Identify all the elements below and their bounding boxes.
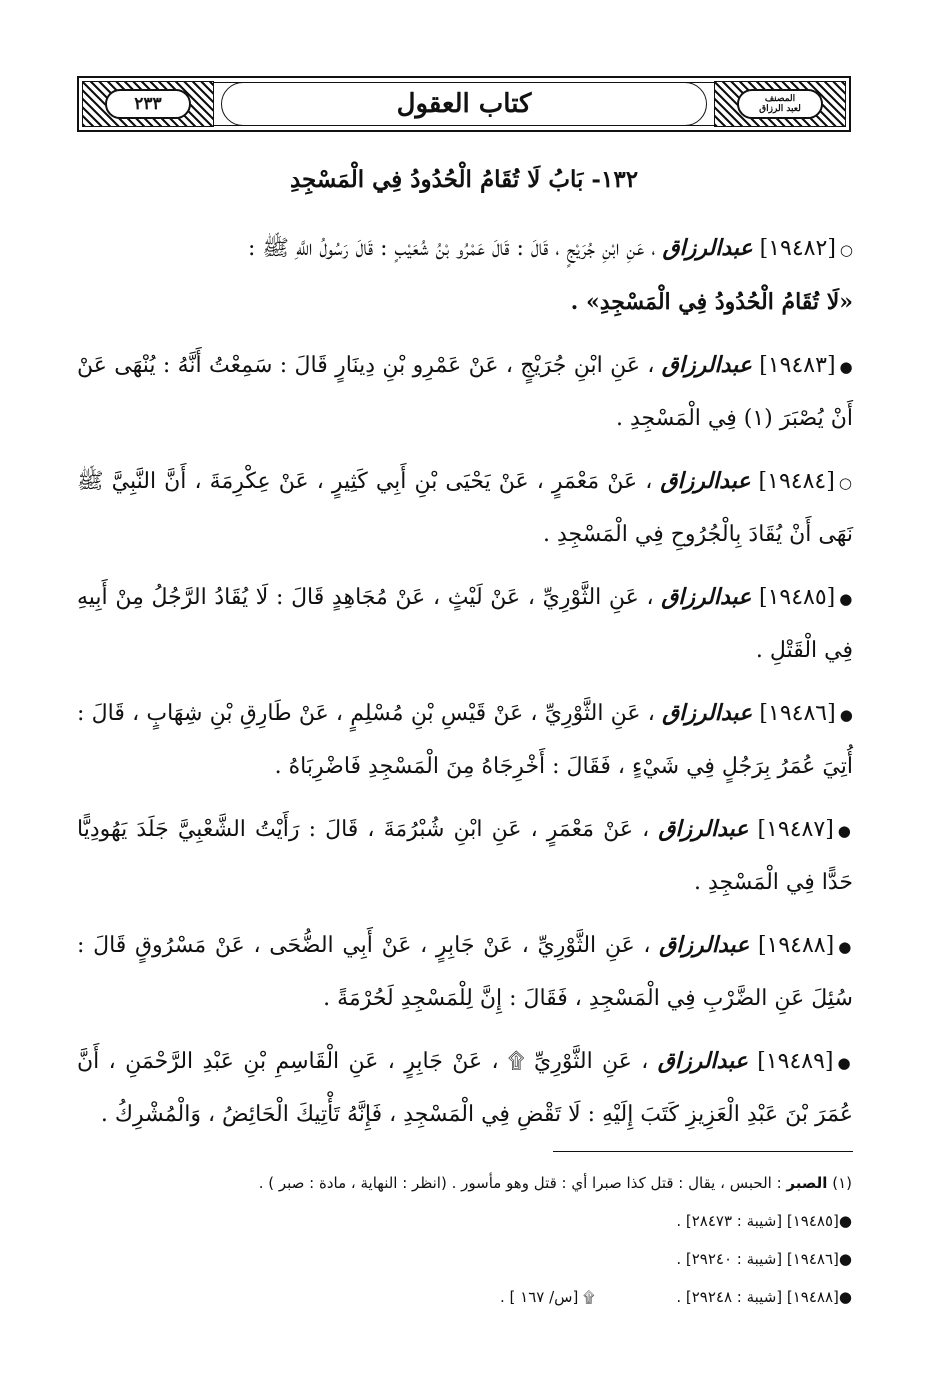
reference-19485: ●[١٩٤٨٥] [شيبة : ٢٨٤٧٣] . bbox=[676, 1212, 852, 1230]
hadith-marker: ○ bbox=[838, 474, 853, 492]
footnote-text: : الحبس ، يقال : قتل كذا صبرا أي : قتل وهو مأسور . (انظر : النهاية ، مادة : صبر ) . bbox=[258, 1174, 782, 1192]
hadith-author: عبدالرزاق bbox=[657, 1048, 748, 1074]
hadith-19487 bbox=[77, 803, 853, 909]
hadith-text: ، عَنِ الثَّوْرِيِّ ۩ ، عَنْ جَابِرٍ ، عَنِ الْقَاسِمِ بْنِ عَبْدِ الرَّحْمَنِ ، أَنَّ عُمَرَ بْنَ عَبْدِ الْعَزِيزِ كَتَبَ إِلَيْهِ : لَا تَقْضِ فِي الْمَسْجِدِ ، فَإِنَّهُ تَأْتِيكَ الْحَائِضُ ، وَالْمُشْرِكُ . bbox=[77, 1049, 853, 1127]
hadith-number: [١٩٤٨٤] bbox=[758, 469, 835, 494]
publisher-seal bbox=[737, 89, 823, 119]
reference-19486: ●[١٩٤٨٦] [شيبة : ٢٩٢٤٠] . bbox=[676, 1250, 852, 1268]
hadith-marker: ○ bbox=[839, 241, 853, 259]
hadith-number: [١٩٤٨٥] bbox=[758, 585, 836, 610]
reference-19488: ●[١٩٤٨٨] [شيبة : ٢٩٢٤٨] . bbox=[676, 1288, 852, 1306]
hadith-number: [١٩٤٨٢] bbox=[759, 236, 836, 261]
book-title: كتاب العقول bbox=[396, 89, 532, 119]
page-number-ornament bbox=[82, 81, 214, 127]
hadith-marker: ● bbox=[839, 706, 854, 724]
hadith-marker: ● bbox=[837, 822, 853, 840]
hadith-marker: ● bbox=[837, 1054, 853, 1072]
seal-line-1: المصنف bbox=[764, 94, 796, 104]
hadith-19486 bbox=[77, 687, 853, 793]
hadith-number: [١٩٤٨٦] bbox=[759, 701, 836, 726]
manuscript-reference: ۩ [س/ ١٦٧ ] . bbox=[500, 1288, 595, 1306]
hadith-number: [١٩٤٨٧] bbox=[757, 817, 834, 842]
page-number: ٢٣٣ bbox=[105, 89, 191, 119]
hadith-marker: ● bbox=[839, 358, 853, 376]
hadith-text: ، عَنِ الثَّوْرِيِّ ، عَنْ لَيْثٍ ، عَنْ مُجَاهِدٍ قَالَ : لَا يُقَادُ الرَّجُلُ مِنْ أَبِيهِ فِي الْقَتْلِ . bbox=[77, 585, 853, 663]
hadith-19488 bbox=[77, 919, 853, 1025]
hadith-19483 bbox=[77, 339, 853, 445]
hadith-19485 bbox=[77, 571, 853, 677]
hadith-marker: ● bbox=[839, 590, 854, 608]
chapter-heading: ١٣٢- بَابُ لَا تُقَامُ الْحُدُودُ فِي الْمَسْجِدِ bbox=[289, 166, 639, 193]
hadith-text: ، عَنِ الثَّوْرِيِّ ، عَنْ قَيْسِ بْنِ مُسْلِمٍ ، عَنْ طَارِقِ بْنِ شِهَابٍ ، قَالَ : أُتِيَ عُمَرُ بِرَجُلٍ فِي شَيْءٍ ، فَقَالَ : أَخْرِجَاهُ مِنَ الْمَسْجِدِ فَاضْرِبَاهُ . bbox=[77, 701, 853, 779]
hadith-text: ، عَنِ ابْنِ جُرَيْجٍ ، عَنْ عَمْرِو بْنِ دِينَارٍ قَالَ : سَمِعْتُ أَنَّهُ : يُنْهَى عَنْ أَنْ يُصْبَرَ (١) فِي الْمَسْجِدِ . bbox=[77, 353, 853, 431]
publisher-seal-ornament bbox=[714, 81, 846, 127]
hadith-author: عبدالرزاق bbox=[658, 816, 749, 842]
hadith-author: عبدالرزاق bbox=[659, 932, 750, 958]
hadith-author: عبدالرزاق bbox=[661, 352, 752, 378]
footnote-1 bbox=[120, 1164, 852, 1202]
hadith-number: [١٩٤٨٩] bbox=[757, 1049, 834, 1074]
footnotes bbox=[120, 1164, 852, 1316]
hadith-text: ، عَنْ مَعْمَرٍ ، عَنِ ابْنِ شُبْرُمَةَ ، قَالَ : رَأَيْتُ الشَّعْبِيَّ جَلَدَ يَهُودِيًّا حَدًّا فِي الْمَسْجِدِ . bbox=[77, 817, 853, 895]
hadith-text: ، عَنِ الثَّوْرِيِّ ، عَنْ جَابِرٍ ، عَنْ أَبِي الضُّحَى ، عَنْ مَسْرُوقٍ قَالَ : سُئِلَ عَنِ الضَّرْبِ فِي الْمَسْجِدِ ، فَقَالَ : إِنَّ لِلْمَسْجِدِ لَحُرْمَةً . bbox=[77, 933, 853, 1011]
hadith-author: عبدالرزاق bbox=[662, 700, 753, 726]
hadith-marker: ● bbox=[838, 938, 853, 956]
hadith-text: ، عَنِ ابْنِ جُرَيْجٍ ، قَالَ : قَالَ عَمْرُو بْنُ شُعَيْبٍ : قَالَ رَسُولُ اللَّهِ ﷺ : bbox=[247, 236, 656, 261]
book-title-cartouche bbox=[221, 82, 707, 126]
hadith-author: عبدالرزاق bbox=[661, 584, 752, 610]
hadith-text: ، عَنْ مَعْمَرٍ ، عَنْ يَحْيَى بْنِ أَبِي كَثِيرٍ ، عَنْ عِكْرِمَةَ ، أَنَّ النَّبِيَّ ﷺ نَهَى أَنْ يُقَادَ بِالْجُرُوحِ فِي الْمَسْجِدِ . bbox=[77, 469, 853, 547]
hadith-number: [١٩٤٨٨] bbox=[757, 933, 835, 958]
footnote-term: الصبر bbox=[786, 1174, 828, 1192]
hadith-quote: «لَا تُقَامُ الْحُدُودُ فِي الْمَسْجِدِ» . bbox=[570, 289, 853, 315]
reference-row-19488 bbox=[120, 1278, 852, 1316]
seal-line-2: لعبد الرزاق bbox=[759, 104, 801, 114]
hadith-list bbox=[77, 222, 853, 1151]
hadith-19489 bbox=[77, 1035, 853, 1141]
footnote-label: (١) bbox=[832, 1174, 852, 1192]
footnote-divider bbox=[553, 1151, 853, 1152]
hadith-number: [١٩٤٨٣] bbox=[759, 353, 836, 378]
hadith-author: عبدالرزاق bbox=[660, 468, 751, 494]
page-header bbox=[77, 76, 851, 132]
hadith-19484 bbox=[77, 455, 853, 561]
hadith-author: عبدالرزاق bbox=[662, 235, 753, 261]
hadith-19482 bbox=[77, 222, 853, 329]
